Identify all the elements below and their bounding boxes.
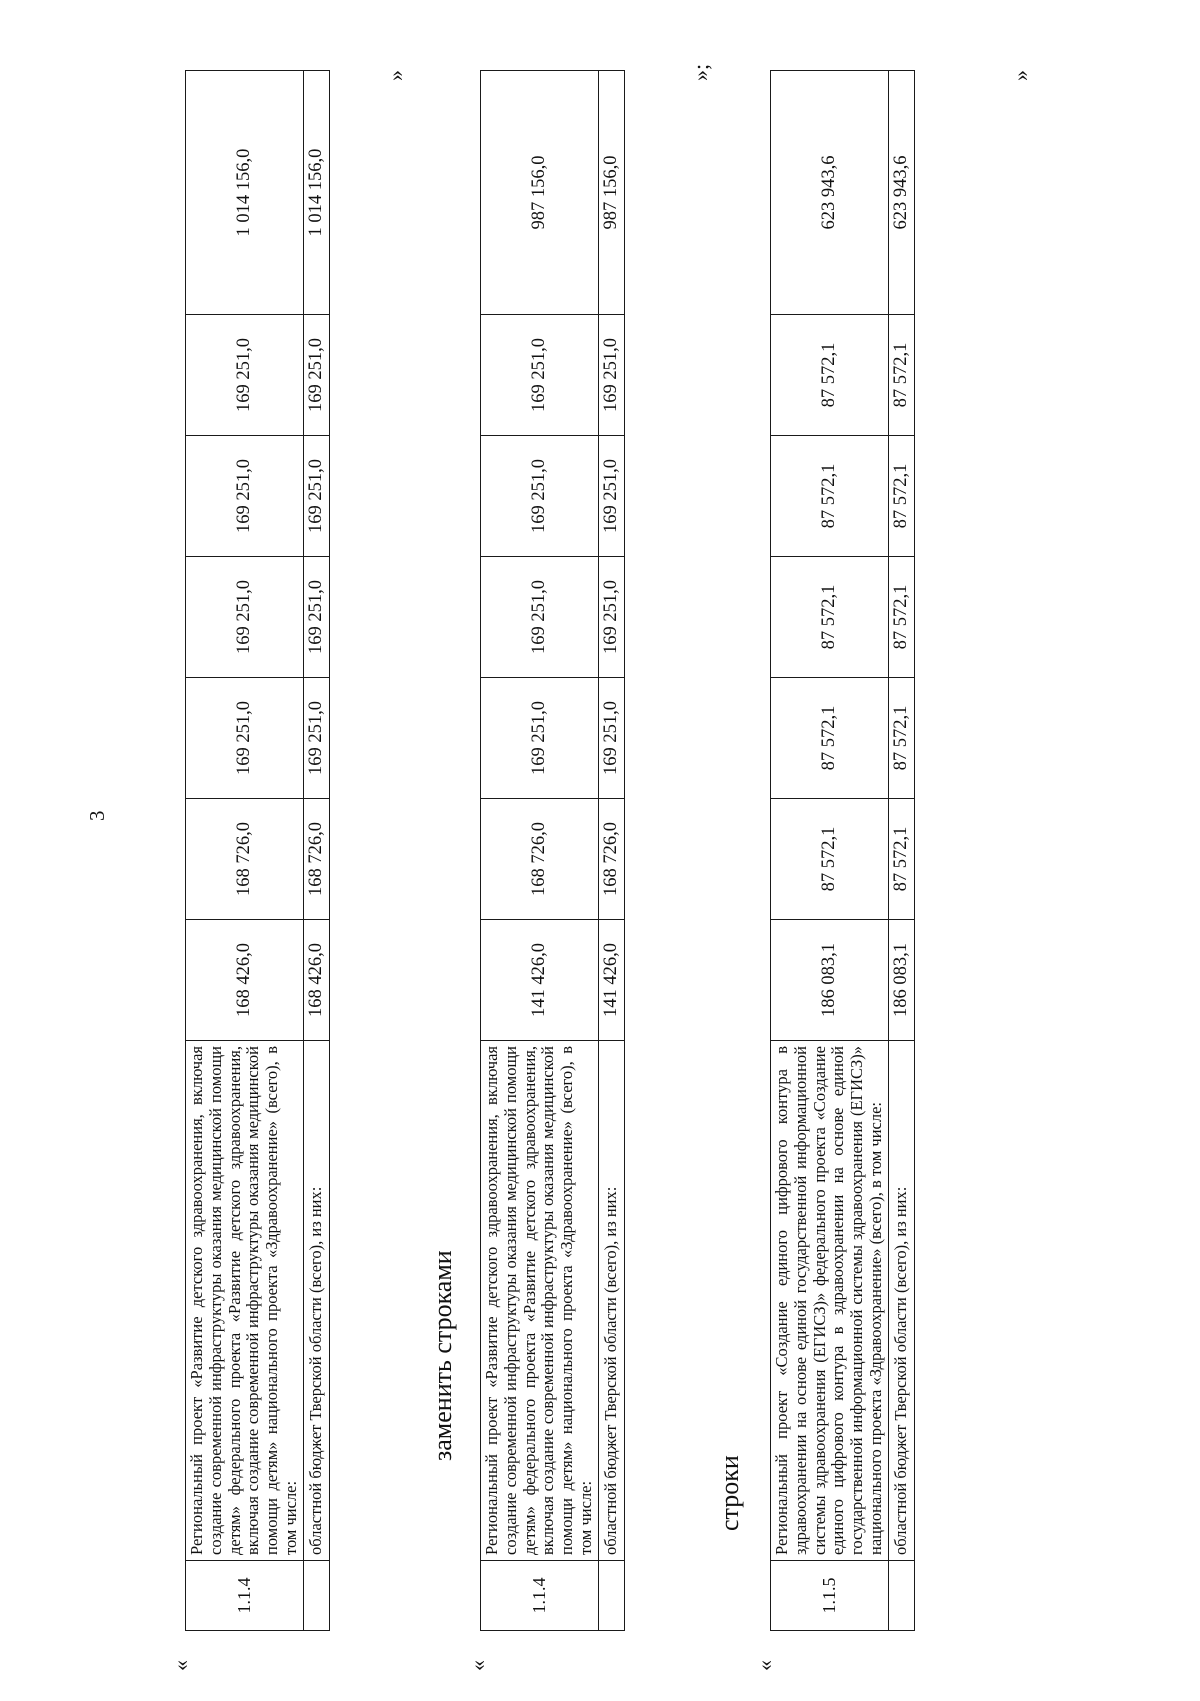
table-block-1 <box>185 70 330 1631</box>
caption-replace: заменить строками <box>428 1250 457 1461</box>
value-cell: 87 572,1 <box>771 557 889 678</box>
value-cell: 169 251,0 <box>186 557 304 678</box>
opening-quote: « <box>752 1660 777 1671</box>
value-cell: 168 726,0 <box>481 799 599 920</box>
table-block-3 <box>770 70 915 1631</box>
table-row <box>771 71 889 1631</box>
value-cell: 168 426,0 <box>303 920 329 1041</box>
value-cell: 623 943,6 <box>888 71 914 315</box>
value-cell: 169 251,0 <box>598 557 624 678</box>
value-cell: 87 572,1 <box>888 436 914 557</box>
value-cell: 169 251,0 <box>303 315 329 436</box>
value-cell: 168 726,0 <box>598 799 624 920</box>
row-description: Региональный проект «Развитие детского здравоохранения, включая создание современной инфраструктуры оказания медицинской помощи детям» федерального проекта «Развитие детского здравоохранения, включая создание современной инфраструктуры оказания медицинской помощи детям» национального проекта «Здравоохранение» (всего), в том числе: <box>186 1041 304 1561</box>
value-cell: 169 251,0 <box>303 678 329 799</box>
value-cell: 169 251,0 <box>186 678 304 799</box>
value-cell: 1 014 156,0 <box>186 71 304 315</box>
opening-quote: « <box>465 1660 490 1671</box>
row-code: 1.1.4 <box>481 1561 599 1631</box>
value-cell: 169 251,0 <box>303 436 329 557</box>
table-row <box>303 71 329 1631</box>
page-number: 3 <box>85 810 109 821</box>
closing-quote-semicolon: »; <box>688 63 713 81</box>
value-cell: 623 943,6 <box>771 71 889 315</box>
value-cell: 87 572,1 <box>771 436 889 557</box>
empty-cell <box>888 1561 914 1631</box>
row-code: 1.1.5 <box>771 1561 889 1631</box>
value-cell: 987 156,0 <box>598 71 624 315</box>
value-cell: 186 083,1 <box>771 920 889 1041</box>
value-cell: 169 251,0 <box>598 436 624 557</box>
opening-quote: « <box>168 1660 193 1671</box>
table-row <box>888 71 914 1631</box>
empty-cell <box>303 1561 329 1631</box>
value-cell: 169 251,0 <box>481 436 599 557</box>
table-row <box>481 71 599 1631</box>
closing-quote: » <box>383 70 408 81</box>
subrow-label: областной бюджет Тверской области (всего), из них: <box>598 1041 624 1561</box>
value-cell: 87 572,1 <box>888 799 914 920</box>
subrow-label: областной бюджет Тверской области (всего), из них: <box>888 1041 914 1561</box>
value-cell: 87 572,1 <box>771 799 889 920</box>
value-cell: 186 083,1 <box>888 920 914 1041</box>
value-cell: 169 251,0 <box>481 557 599 678</box>
value-cell: 169 251,0 <box>481 678 599 799</box>
table-block-2 <box>480 70 625 1631</box>
value-cell: 87 572,1 <box>888 557 914 678</box>
value-cell: 141 426,0 <box>598 920 624 1041</box>
value-cell: 1 014 156,0 <box>303 71 329 315</box>
subrow-label: областной бюджет Тверской области (всего), из них: <box>303 1041 329 1561</box>
row-code: 1.1.4 <box>186 1561 304 1631</box>
empty-cell <box>598 1561 624 1631</box>
table-row <box>598 71 624 1631</box>
value-cell: 169 251,0 <box>303 557 329 678</box>
value-cell: 87 572,1 <box>888 315 914 436</box>
row-description: Региональный проект «Развитие детского здравоохранения, включая создание современной инфраструктуры оказания медицинской помощи детям» федерального проекта «Развитие детского здравоохранения, включая создание современной инфраструктуры оказания медицинской помощи детям» национального проекта «Здравоохранение» (всего), в том числе: <box>481 1041 599 1561</box>
value-cell: 141 426,0 <box>481 920 599 1041</box>
value-cell: 87 572,1 <box>771 678 889 799</box>
caption-rows: строки <box>715 1455 744 1531</box>
value-cell: 87 572,1 <box>771 315 889 436</box>
closing-quote: » <box>1008 70 1033 81</box>
value-cell: 169 251,0 <box>598 315 624 436</box>
value-cell: 168 426,0 <box>186 920 304 1041</box>
value-cell: 87 572,1 <box>888 678 914 799</box>
value-cell: 169 251,0 <box>598 678 624 799</box>
row-description: Региональный проект «Создание единого цифрового контура в здравоохранении на основе единой государственной информационной системы здравоохранения (ЕГИСЗ)» федерального проекта «Создание единого цифрового контура в здравоохранении на основе единой государственной информационной системы здравоохранения (ЕГИСЗ)» национального проекта «Здравоохранение» (всего), в том числе: <box>771 1041 889 1561</box>
value-cell: 168 726,0 <box>186 799 304 920</box>
value-cell: 169 251,0 <box>186 315 304 436</box>
table-row <box>186 71 304 1631</box>
value-cell: 168 726,0 <box>303 799 329 920</box>
value-cell: 987 156,0 <box>481 71 599 315</box>
value-cell: 169 251,0 <box>186 436 304 557</box>
value-cell: 169 251,0 <box>481 315 599 436</box>
